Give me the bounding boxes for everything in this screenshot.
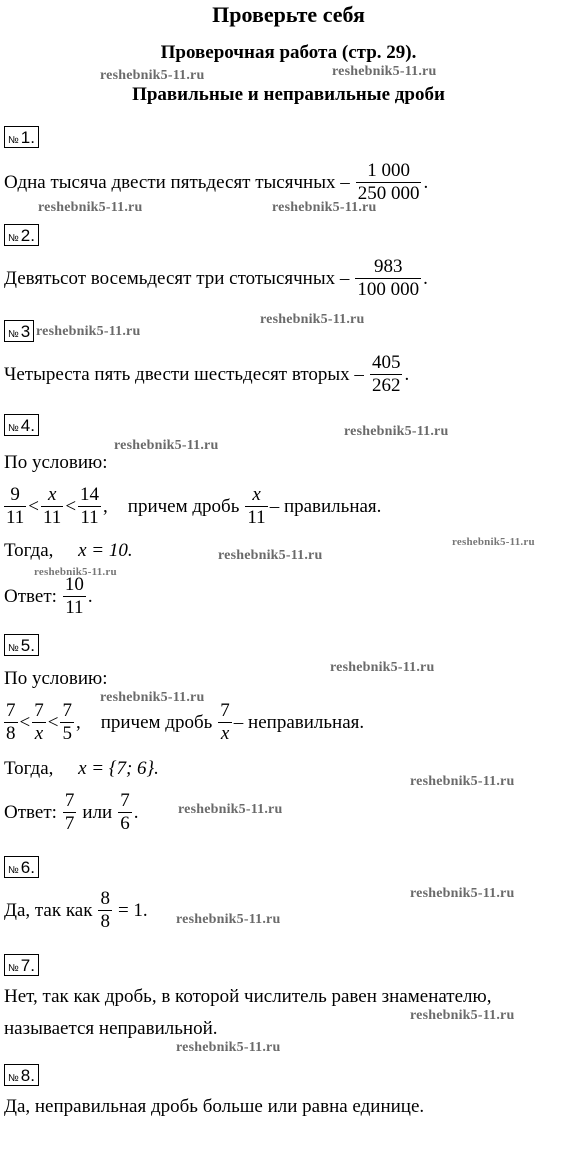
numerator: 7 <box>64 790 75 811</box>
task-7-line-2: называется неправильной. <box>4 1018 218 1039</box>
fraction <box>118 790 132 835</box>
watermark: reshebnik5-11.ru <box>36 324 141 339</box>
task-number-badge <box>4 224 39 246</box>
period: . <box>423 171 429 193</box>
fraction <box>32 700 46 745</box>
comma: , <box>75 711 81 733</box>
fraction <box>63 574 86 619</box>
task-6-answer <box>4 888 148 933</box>
denominator: 6 <box>120 813 130 834</box>
page-subtitle: Проверочная работа (стр. 29). <box>160 42 417 63</box>
task-7-line-1: Нет, так как дробь, в которой числитель равен знаменателю, <box>4 986 492 1007</box>
denominator: 262 <box>371 375 401 396</box>
watermark: reshebnik5-11.ru <box>178 802 283 817</box>
task-text: Девятьсот восемьдесят три стотысячных – <box>4 267 350 289</box>
task-number-badge <box>4 1064 39 1086</box>
number-sign: № <box>8 329 19 340</box>
then-line <box>4 540 133 562</box>
fraction <box>41 484 63 529</box>
number-sign: № <box>8 233 19 244</box>
fraction <box>78 484 101 529</box>
watermark: reshebnik5-11.ru <box>38 200 143 215</box>
number-sign: № <box>8 865 19 876</box>
number-sign: № <box>8 423 19 434</box>
number-sign: № <box>8 1073 19 1084</box>
watermark: reshebnik5-11.ru <box>100 690 205 705</box>
then-expression: x = 10. <box>78 540 133 561</box>
text: причем дробь <box>127 495 240 517</box>
denominator: 11 <box>247 507 266 528</box>
denominator: 11 <box>6 507 25 528</box>
watermark: reshebnik5-11.ru <box>114 438 219 453</box>
watermark: reshebnik5-11.ru <box>34 566 117 578</box>
numerator: 8 <box>100 888 110 909</box>
task-5-inequality <box>2 700 364 745</box>
or-text: или <box>82 801 113 823</box>
task-number-badge <box>4 320 34 342</box>
numerator: 1 000 <box>356 160 422 183</box>
numerator: 7 <box>62 700 72 721</box>
task-number: 1. <box>20 128 35 147</box>
watermark: reshebnik5-11.ru <box>410 886 515 901</box>
answer-line <box>4 574 93 619</box>
watermark: reshebnik5-11.ru <box>344 424 449 439</box>
answer-label: Ответ: <box>4 585 57 607</box>
answer-line <box>4 790 138 835</box>
period: . <box>133 801 139 823</box>
then-label: Тогда, <box>4 540 54 561</box>
fraction <box>245 484 267 529</box>
number-sign: № <box>8 963 19 974</box>
comma: , <box>103 495 108 517</box>
numerator: 10 <box>64 574 84 595</box>
watermark: reshebnik5-11.ru <box>272 200 377 215</box>
number-sign: № <box>8 135 19 146</box>
watermark: reshebnik5-11.ru <box>410 774 515 789</box>
period: . <box>423 267 428 289</box>
condition-label: По условию: <box>4 668 108 689</box>
less-than: < <box>47 711 59 733</box>
task-number-badge <box>4 954 39 976</box>
task-2-answer <box>4 256 428 301</box>
task-8-answer: Да, неправильная дробь больше или равна единице. <box>4 1096 425 1117</box>
fraction <box>370 352 403 397</box>
task-number: 3 <box>20 322 31 341</box>
denominator: 7 <box>64 813 75 834</box>
task-number-badge <box>4 634 39 656</box>
watermark: reshebnik5-11.ru <box>332 64 437 79</box>
task-text: Четыреста пять двести шестьдесят вторых – <box>4 363 364 385</box>
numerator: x <box>245 484 267 507</box>
less-than: < <box>19 711 31 733</box>
answer-label: Ответ: <box>4 801 57 823</box>
condition-label: По условию: <box>4 452 108 473</box>
fraction <box>63 790 77 835</box>
task-number: 7. <box>20 956 35 975</box>
text: – неправильная. <box>233 711 365 733</box>
task-text: Да, так как <box>4 899 93 921</box>
denominator: x <box>220 723 230 744</box>
fraction <box>4 700 18 745</box>
numerator: 7 <box>220 700 230 721</box>
denominator: 11 <box>65 597 84 618</box>
denominator: 11 <box>80 507 99 528</box>
then-label: Тогда, <box>4 758 54 779</box>
task-number: 8. <box>20 1066 35 1085</box>
period: . <box>404 363 410 385</box>
less-than: < <box>28 495 40 517</box>
numerator: 14 <box>80 484 100 505</box>
watermark: reshebnik5-11.ru <box>410 1008 515 1023</box>
task-number: 4. <box>20 416 35 435</box>
denominator: 250 000 <box>357 183 420 204</box>
task-4-inequality <box>2 484 381 529</box>
denominator: x <box>34 723 44 744</box>
numerator: 9 <box>4 484 26 507</box>
fraction <box>4 484 26 529</box>
text: причем дробь <box>100 711 213 733</box>
fraction <box>98 888 112 933</box>
numerator: x <box>41 484 63 507</box>
number-sign: № <box>8 643 19 654</box>
topic-heading: Правильные и неправильные дроби <box>132 84 445 105</box>
watermark: reshebnik5-11.ru <box>260 312 365 327</box>
numerator: 7 <box>34 700 44 721</box>
task-number: 2. <box>20 226 35 245</box>
watermark: reshebnik5-11.ru <box>100 68 205 83</box>
watermark: reshebnik5-11.ru <box>452 536 535 548</box>
fraction <box>356 160 422 205</box>
watermark: reshebnik5-11.ru <box>218 548 323 563</box>
task-number-badge <box>4 856 39 878</box>
denominator: 8 <box>6 723 16 744</box>
numerator: 405 <box>371 352 401 373</box>
numerator: 7 <box>6 700 16 721</box>
denominator: 100 000 <box>357 279 420 300</box>
task-number-badge <box>4 126 39 148</box>
less-than: < <box>65 495 77 517</box>
denominator: 11 <box>43 507 62 528</box>
fraction <box>218 700 232 745</box>
watermark: reshebnik5-11.ru <box>176 1040 281 1055</box>
numerator: 7 <box>120 790 130 811</box>
task-number-badge <box>4 414 39 436</box>
denominator: 8 <box>100 911 110 932</box>
watermark: reshebnik5-11.ru <box>176 912 281 927</box>
text: – правильная. <box>269 495 382 517</box>
watermark: reshebnik5-11.ru <box>330 660 435 675</box>
fraction <box>60 700 74 745</box>
equals-one: = 1. <box>117 899 148 921</box>
task-number: 5. <box>20 636 35 655</box>
task-3-answer <box>4 352 409 397</box>
period: . <box>87 585 93 607</box>
denominator: 5 <box>62 723 72 744</box>
fraction <box>355 256 421 301</box>
then-expression: x = {7; 6}. <box>78 758 159 779</box>
task-text: Одна тысяча двести пятьдесят тысячных – <box>4 171 350 193</box>
task-1-answer <box>4 160 428 205</box>
then-line <box>4 758 159 780</box>
page-title: Проверьте себя <box>212 2 365 27</box>
task-number: 6. <box>20 858 35 877</box>
numerator: 983 <box>355 256 421 279</box>
